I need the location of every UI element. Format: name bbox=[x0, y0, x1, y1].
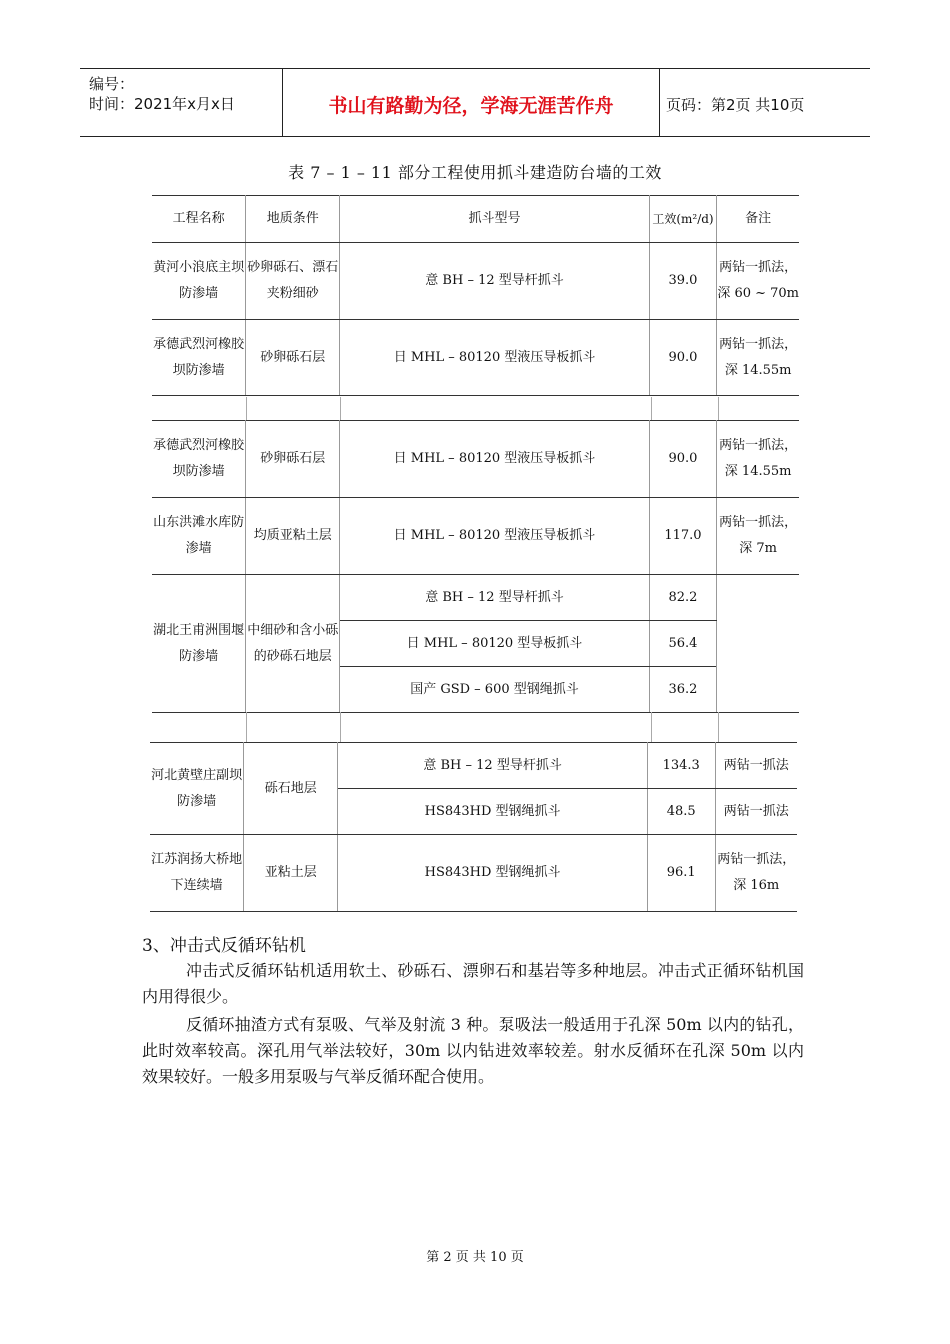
cell-note bbox=[717, 575, 799, 713]
col-header-efficiency: 工效(m²/d) bbox=[649, 196, 717, 243]
cell-efficiency: 48.5 bbox=[647, 789, 715, 835]
cell-model: 日 MHL – 80120 型液压导板抓斗 bbox=[340, 320, 649, 396]
cell-note: 两钻一抓法 bbox=[715, 789, 797, 835]
section-title: 3、冲击式反循环钻机 bbox=[142, 936, 306, 956]
cell-name: 承德武烈河橡胶坝防渗墙 bbox=[152, 320, 246, 396]
cell-efficiency: 90.0 bbox=[649, 421, 717, 498]
cell-geology: 均质亚粘土层 bbox=[246, 498, 340, 575]
doc-number-label: 编号： bbox=[89, 75, 135, 93]
cell-name: 江苏润扬大桥地下连续墙 bbox=[150, 835, 244, 912]
cell-efficiency: 56.4 bbox=[649, 621, 717, 667]
cell-note: 两钻一抓法，深 16m bbox=[715, 835, 797, 912]
table-header-row bbox=[152, 196, 799, 243]
cell-name: 承德武烈河橡胶坝防渗墙 bbox=[152, 421, 246, 498]
cell-model: 意 BH – 12 型导杆抓斗 bbox=[340, 575, 649, 621]
cell-efficiency: 117.0 bbox=[649, 498, 717, 575]
cell-model: 日 MHL – 80120 型液压导板抓斗 bbox=[340, 421, 649, 498]
cell-note: 两钻一抓法，深 7m bbox=[717, 498, 799, 575]
cell-geology: 中细砂和含小砾的砂砾石地层 bbox=[246, 575, 340, 713]
table-gap bbox=[152, 712, 799, 742]
table-row bbox=[150, 835, 797, 912]
header-left-cell bbox=[80, 69, 282, 136]
cell-name: 黄河小浪底主坝防渗墙 bbox=[152, 243, 246, 320]
header-right-cell bbox=[658, 69, 870, 136]
cell-note: 两钻一抓法，深 14.55m bbox=[717, 421, 799, 498]
cell-model: 意 BH – 12 型导杆抓斗 bbox=[338, 743, 648, 789]
doc-time-label: 时间：2021年x月x日 bbox=[89, 95, 235, 113]
header-motto: 书山有路勤为径，学海无涯苦作舟 bbox=[328, 95, 614, 117]
cell-name: 山东洪滩水库防渗墙 bbox=[152, 498, 246, 575]
cell-model: 国产 GSD – 600 型钢绳抓斗 bbox=[340, 667, 649, 713]
col-header-geology: 地质条件 bbox=[246, 196, 340, 243]
col-header-note: 备注 bbox=[717, 196, 799, 243]
body-paragraph: 冲击式反循环钻机适用软土、砂砾石、漂卵石和基岩等多种地层。冲击式正循环钻机国内用得很少。 bbox=[142, 961, 804, 1006]
table-row bbox=[152, 243, 799, 320]
cell-note: 两钻一抓法，深 60 ~ 70m bbox=[717, 243, 799, 320]
cell-efficiency: 39.0 bbox=[649, 243, 717, 320]
efficiency-table-part1 bbox=[152, 195, 799, 396]
cell-model: 日 MHL – 80120 型液压导板抓斗 bbox=[340, 498, 649, 575]
cell-model: HS843HD 型钢绳抓斗 bbox=[338, 789, 648, 835]
table-row bbox=[152, 421, 799, 498]
col-header-name: 工程名称 bbox=[152, 196, 246, 243]
table-row bbox=[152, 498, 799, 575]
cell-efficiency: 90.0 bbox=[649, 320, 717, 396]
page-footer: 第 2 页 共 10 页 bbox=[426, 1250, 524, 1265]
cell-geology: 砾石地层 bbox=[244, 743, 338, 835]
header-center-cell bbox=[282, 69, 660, 136]
header-page-label: 页码：第2页 共10页 bbox=[666, 96, 805, 114]
cell-name: 湖北王甫洲围堰防渗墙 bbox=[152, 575, 246, 713]
cell-model: 意 BH – 12 型导杆抓斗 bbox=[340, 243, 649, 320]
cell-name: 河北黄壁庄副坝防渗墙 bbox=[150, 743, 244, 835]
col-header-model: 抓斗型号 bbox=[340, 196, 649, 243]
table-row bbox=[152, 320, 799, 396]
efficiency-table-part2 bbox=[152, 420, 799, 713]
body-paragraph: 反循环抽渣方式有泵吸、气举及射流 3 种。泵吸法一般适用于孔深 50m 以内的钻孔，此时效率较高。深孔用气举法较好，30m 以内钻进效率较差。射水反循环在孔深 50m 以内效果较好。一般多用泵吸与气举反循环配合使用。 bbox=[142, 1015, 804, 1086]
cell-geology: 砂卵砾石、漂石夹粉细砂 bbox=[246, 243, 340, 320]
page-header bbox=[80, 68, 870, 137]
cell-model: HS843HD 型钢绳抓斗 bbox=[338, 835, 648, 912]
table-row bbox=[150, 743, 797, 789]
cell-geology: 砂卵砾石层 bbox=[246, 421, 340, 498]
cell-model: 日 MHL – 80120 型导板抓斗 bbox=[340, 621, 649, 667]
table-caption: 表 7 – 1 – 11 部分工程使用抓斗建造防台墙的工效 bbox=[288, 163, 662, 182]
cell-note: 两钻一抓法 bbox=[715, 743, 797, 789]
table-gap bbox=[152, 397, 799, 421]
cell-efficiency: 82.2 bbox=[649, 575, 717, 621]
cell-efficiency: 36.2 bbox=[649, 667, 717, 713]
cell-note: 两钻一抓法，深 14.55m bbox=[717, 320, 799, 396]
table-row bbox=[152, 575, 799, 621]
cell-efficiency: 134.3 bbox=[647, 743, 715, 789]
efficiency-table-part3 bbox=[150, 742, 797, 912]
cell-geology: 亚粘土层 bbox=[244, 835, 338, 912]
cell-efficiency: 96.1 bbox=[647, 835, 715, 912]
cell-geology: 砂卵砾石层 bbox=[246, 320, 340, 396]
